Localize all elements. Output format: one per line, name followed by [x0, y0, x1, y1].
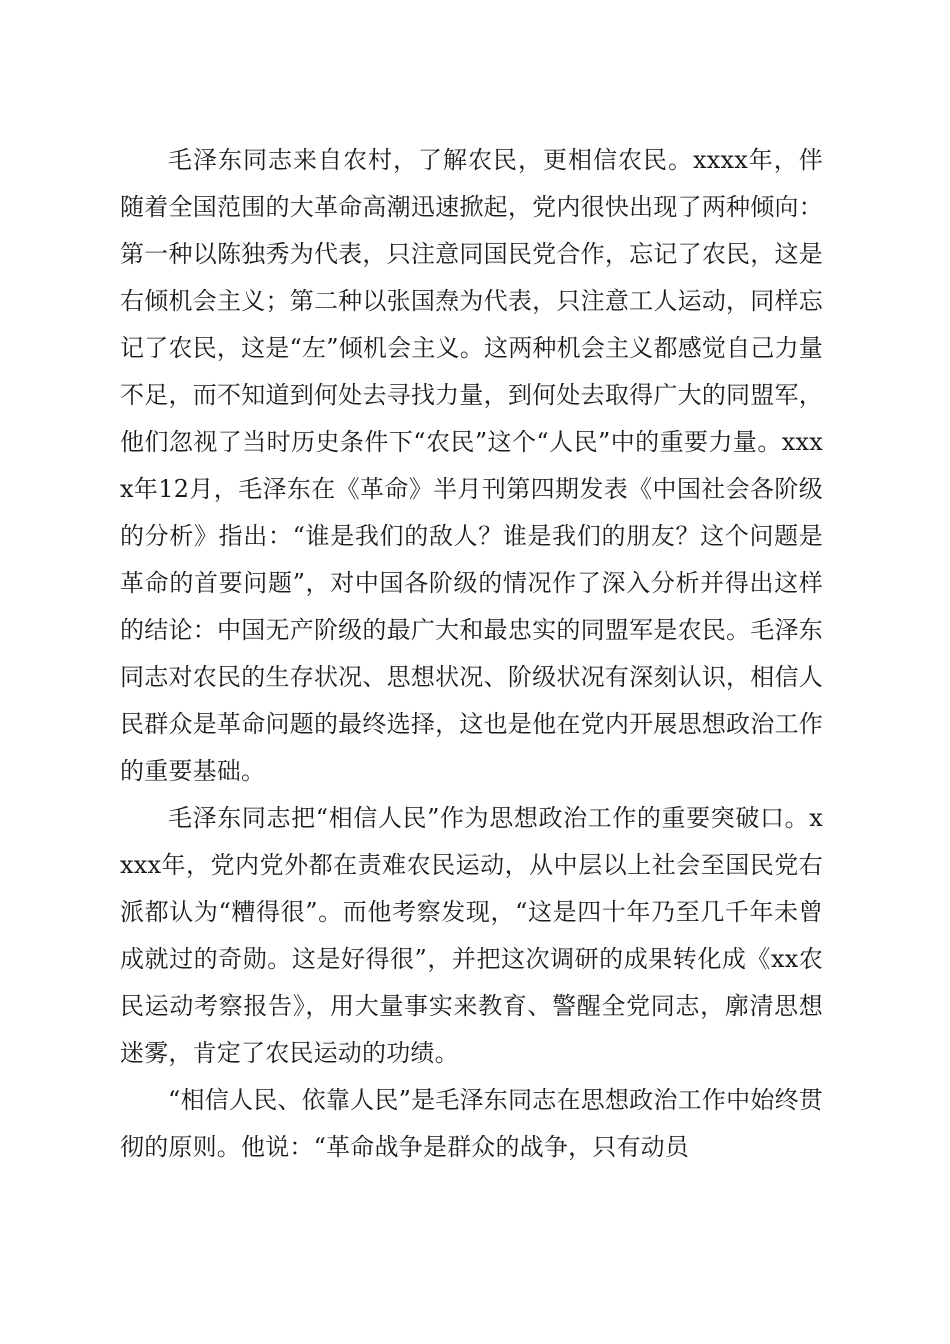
paragraph-principle: “相信人民、依靠人民”是毛泽东同志在思想政治工作中始终贯彻的原则。他说：“革命战争是群众的战争，只有动员: [120, 1086, 823, 1161]
paragraph-trusting-peasants: 毛泽东同志来自农村，了解农民，更相信农民。xxxx年，伴随着全国范围的大革命高潮迅速掀起，党内很快出现了两种倾向：第一种以陈独秀为代表，只注意同国民党合作，忘记了农民，这是右倾机会主义；第二种以张国焘为代表，只注意工人运动，同样忘记了农民，这是“左”倾机会主义。这两种机会主义都感觉自己力量不足，而不知道到何处去寻找力量，到何处去取得广大的同盟军，他们忽视了当时历史条件下“农民”这个“人民”中的重要力量。xxxx年12月，毛泽东在《革命》半月刊第四期发表《中国社会各阶级的分析》指出：“谁是我们的敌人？谁是我们的朋友？这个问题是革命的首要问题”，对中国各阶级的情况作了深入分析并得出这样的结论：中国无产阶级的最广大和最忠实的同盟军是农民。毛泽东同志对农民的生存状况、思想状况、阶级状况有深刻认识，相信人民群众是革命问题的最终选择，这也是他在党内开展思想政治工作的重要基础。: [120, 146, 823, 785]
paragraph-breakthrough: 毛泽东同志把“相信人民”作为思想政治工作的重要突破口。xxxx年，党内党外都在责难农民运动，从中层以上社会至国民党右派都认为“糟得很”。而他考察发现，“这是四十年乃至几千年未曾成就过的奇勋。这是好得很”，并把这次调研的成果转化成《xx农民运动考察报告》，用大量事实来教育、警醒全党同志，廓清思想迷雾，肯定了农民运动的功绩。: [120, 804, 823, 1067]
document-body: [120, 137, 823, 1171]
